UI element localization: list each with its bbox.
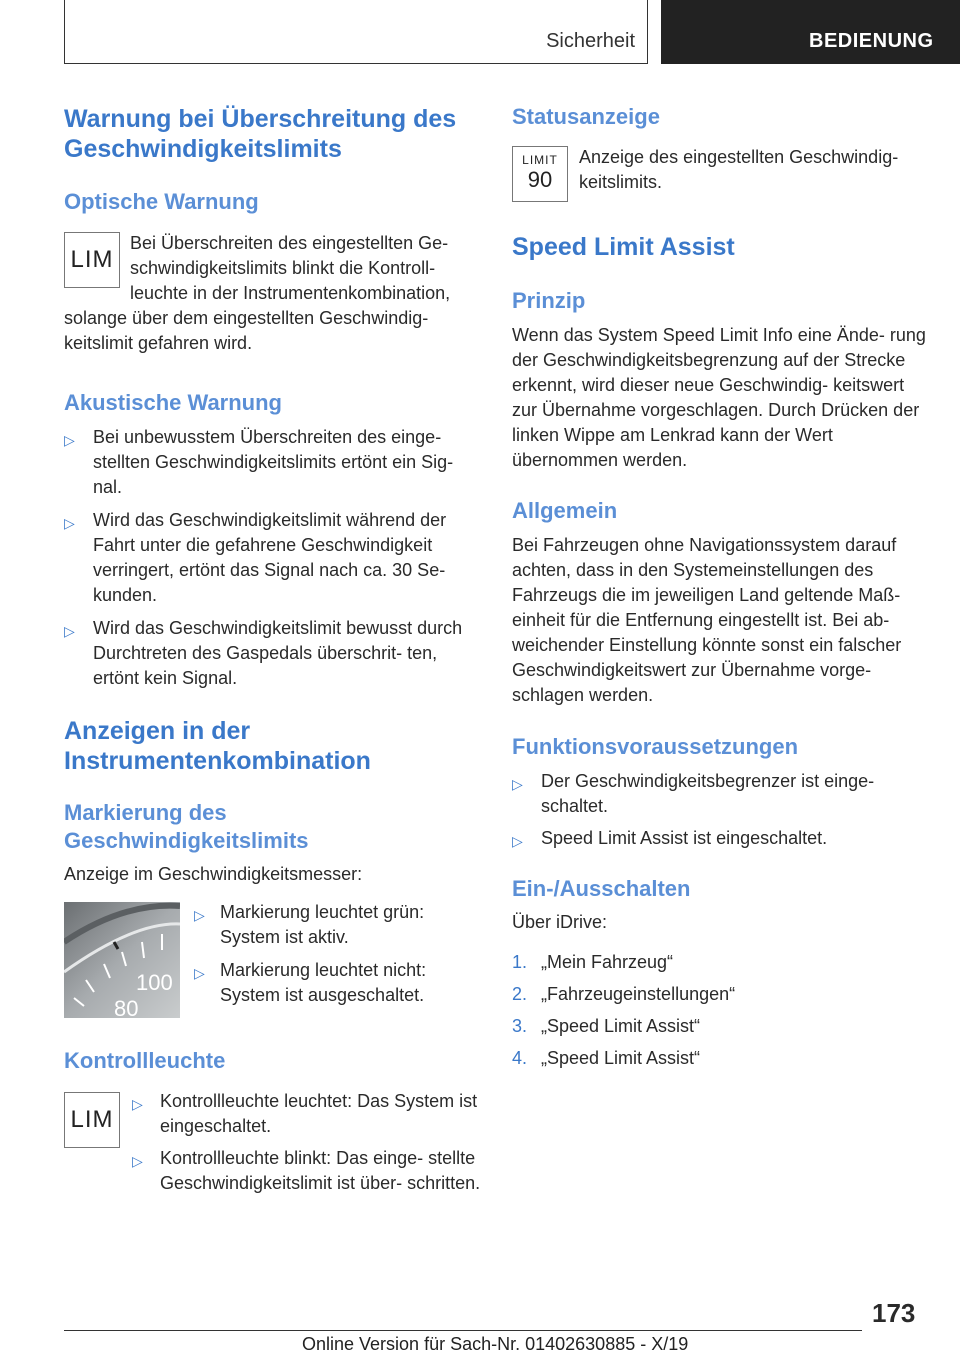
indicator-light-heading: Kontrollleuchte: [64, 1048, 226, 1073]
triangle-bullet-icon: ▷: [64, 432, 75, 448]
list-item: [132, 1089, 484, 1139]
list-item: [64, 616, 482, 691]
idrive-intro: Über iDrive:: [512, 912, 608, 932]
step-text: „Mein Fahrzeug“: [541, 952, 674, 972]
step-text: „Speed Limit Assist“: [541, 1016, 701, 1036]
step-text: „Speed Limit Assist“: [541, 1048, 701, 1068]
warning-title: Warnung bei Überschreitung des Geschwindigkeitslimits: [64, 105, 457, 163]
lim-icon-text: LIM: [70, 1106, 114, 1133]
header-chapter-box: [661, 0, 960, 64]
list-item-text: Markierung leuchtet grün: System ist aktiv.: [220, 902, 425, 947]
speedo-label-100: 100: [136, 970, 173, 995]
list-item: [194, 958, 484, 1008]
requirements-heading: Funktionsvoraussetzungen: [512, 734, 799, 759]
step-number: 4.: [512, 1048, 528, 1068]
page-number: 173: [872, 1298, 916, 1328]
optical-text-2: schwindigkeitslimits blinkt die Kontroll-: [130, 258, 436, 278]
step-text: „Fahrzeugeinstellungen“: [541, 984, 736, 1004]
list-item-text: Wird das Geschwindigkeitslimit bewusst durch Durchtreten des Gaspedals überschrit- ten, ertönt kein Signal.: [93, 618, 463, 688]
lim-icon-text: LIM: [70, 246, 114, 273]
triangle-bullet-icon: ▷: [64, 515, 75, 531]
status-display-heading: Statusanzeige: [512, 104, 660, 129]
step-number: 1.: [512, 952, 528, 972]
general-text: Bei Fahrzeugen ohne Navigationssystem darauf achten, dass in den Systemeinstellungen des Fahrzeugs die im jeweiligen Land geltende Maß- einheit für die Entfernung eingestellt ist. Bei ab- weichender Einstellung könnte sonst ein falscher Geschwindigkeitswert zur Übernahme vorge- schlagen werden.: [512, 535, 902, 705]
marking-heading-1: Markierung des: [64, 800, 227, 825]
optical-text-1: Bei Überschreiten des eingestellten Ge-: [130, 233, 449, 253]
speedo-label-80: 80: [114, 996, 139, 1018]
speedometer-image: [64, 902, 180, 1018]
header-left-box: [64, 0, 648, 64]
list-item: [64, 425, 482, 500]
lim-indicator-icon: [64, 232, 120, 288]
marking-heading-2: Geschwindigkeitslimits: [64, 828, 309, 853]
step-number: 3.: [512, 1016, 528, 1036]
footer-divider: [64, 1330, 862, 1331]
principle-text: Wenn das System Speed Limit Info eine Ände- rung der Geschwindigkeitsbegrenzung auf der Strecke erkennt, wird dieser neue Geschwindig- keitswert zur Übernahme vorgeschlagen. Durch Drücken der linken Wippe am Lenkrad kann der Wert übernommen werden.: [512, 325, 926, 470]
list-item-text: Speed Limit Assist ist eingeschaltet.: [541, 828, 828, 848]
limit-90-icon: [512, 146, 568, 202]
step-item: [512, 1014, 932, 1039]
list-item: [512, 826, 932, 851]
chapter-title: BEDIENUNG: [809, 30, 934, 52]
triangle-bullet-icon: ▷: [194, 907, 205, 923]
limit-icon-label: LIMIT: [522, 153, 558, 167]
optical-text-4: solange über dem eingestellten Geschwindig-: [64, 308, 429, 328]
step-number: 2.: [512, 984, 528, 1004]
list-item: [132, 1146, 484, 1196]
list-item: [512, 769, 932, 819]
acoustic-warning-heading: Akustische Warnung: [64, 390, 282, 415]
status-display-text: Anzeige des eingestellten Geschwindig- keitslimits.: [579, 147, 899, 192]
triangle-bullet-icon: ▷: [512, 776, 523, 792]
limit-icon-value: 90: [527, 167, 553, 192]
step-item: [512, 1046, 932, 1071]
list-item-text: Markierung leuchtet nicht: System ist ausgeschaltet.: [220, 960, 427, 1005]
optical-text-5: keitslimit gefahren wird.: [64, 333, 253, 353]
list-item-text: Der Geschwindigkeitsbegrenzer ist einge- schaltet.: [541, 771, 875, 816]
optical-warning-heading: Optische Warnung: [64, 189, 259, 214]
list-item-text: Kontrollleuchte blinkt: Das einge- stellte Geschwindigkeitslimit ist über- schritten.: [160, 1148, 481, 1193]
lim-indicator-icon: [64, 1092, 120, 1148]
displays-title-2: Instrumentenkombination: [64, 747, 371, 775]
online-version-text: Online Version für Sach-Nr. 01402630885 - X/19: [302, 1334, 689, 1354]
principle-heading: Prinzip: [512, 288, 586, 313]
triangle-bullet-icon: ▷: [132, 1096, 143, 1112]
triangle-bullet-icon: ▷: [194, 965, 205, 981]
general-heading: Allgemein: [512, 498, 618, 523]
speedometer-display-text: Anzeige im Geschwindigkeitsmesser:: [64, 864, 363, 884]
list-item: [64, 508, 482, 608]
triangle-bullet-icon: ▷: [512, 833, 523, 849]
list-item-text: Bei unbewusstem Überschreiten des einge- stellten Geschwindigkeitslimits ertönt ein Sig- nal.: [93, 427, 454, 497]
speed-limit-assist-title: Speed Limit Assist: [512, 233, 735, 261]
section-title: Sicherheit: [546, 30, 635, 52]
step-item: [512, 950, 932, 975]
triangle-bullet-icon: ▷: [132, 1153, 143, 1169]
triangle-bullet-icon: ▷: [64, 623, 75, 639]
optical-text-3: leuchte in der Instrumentenkombination,: [130, 283, 451, 303]
step-item: [512, 982, 932, 1007]
speedometer-graphic: [64, 902, 180, 1018]
list-item-text: Wird das Geschwindigkeitslimit während der Fahrt unter die gefahrene Geschwindigkeit verringert, ertönt das Signal nach ca. 30 Se- kunden.: [93, 510, 447, 605]
displays-title-1: Anzeigen in der: [64, 717, 251, 745]
on-off-heading: Ein-/Ausschalten: [512, 876, 691, 901]
list-item: [194, 900, 484, 950]
list-item-text: Kontrollleuchte leuchtet: Das System ist eingeschaltet.: [160, 1091, 478, 1136]
